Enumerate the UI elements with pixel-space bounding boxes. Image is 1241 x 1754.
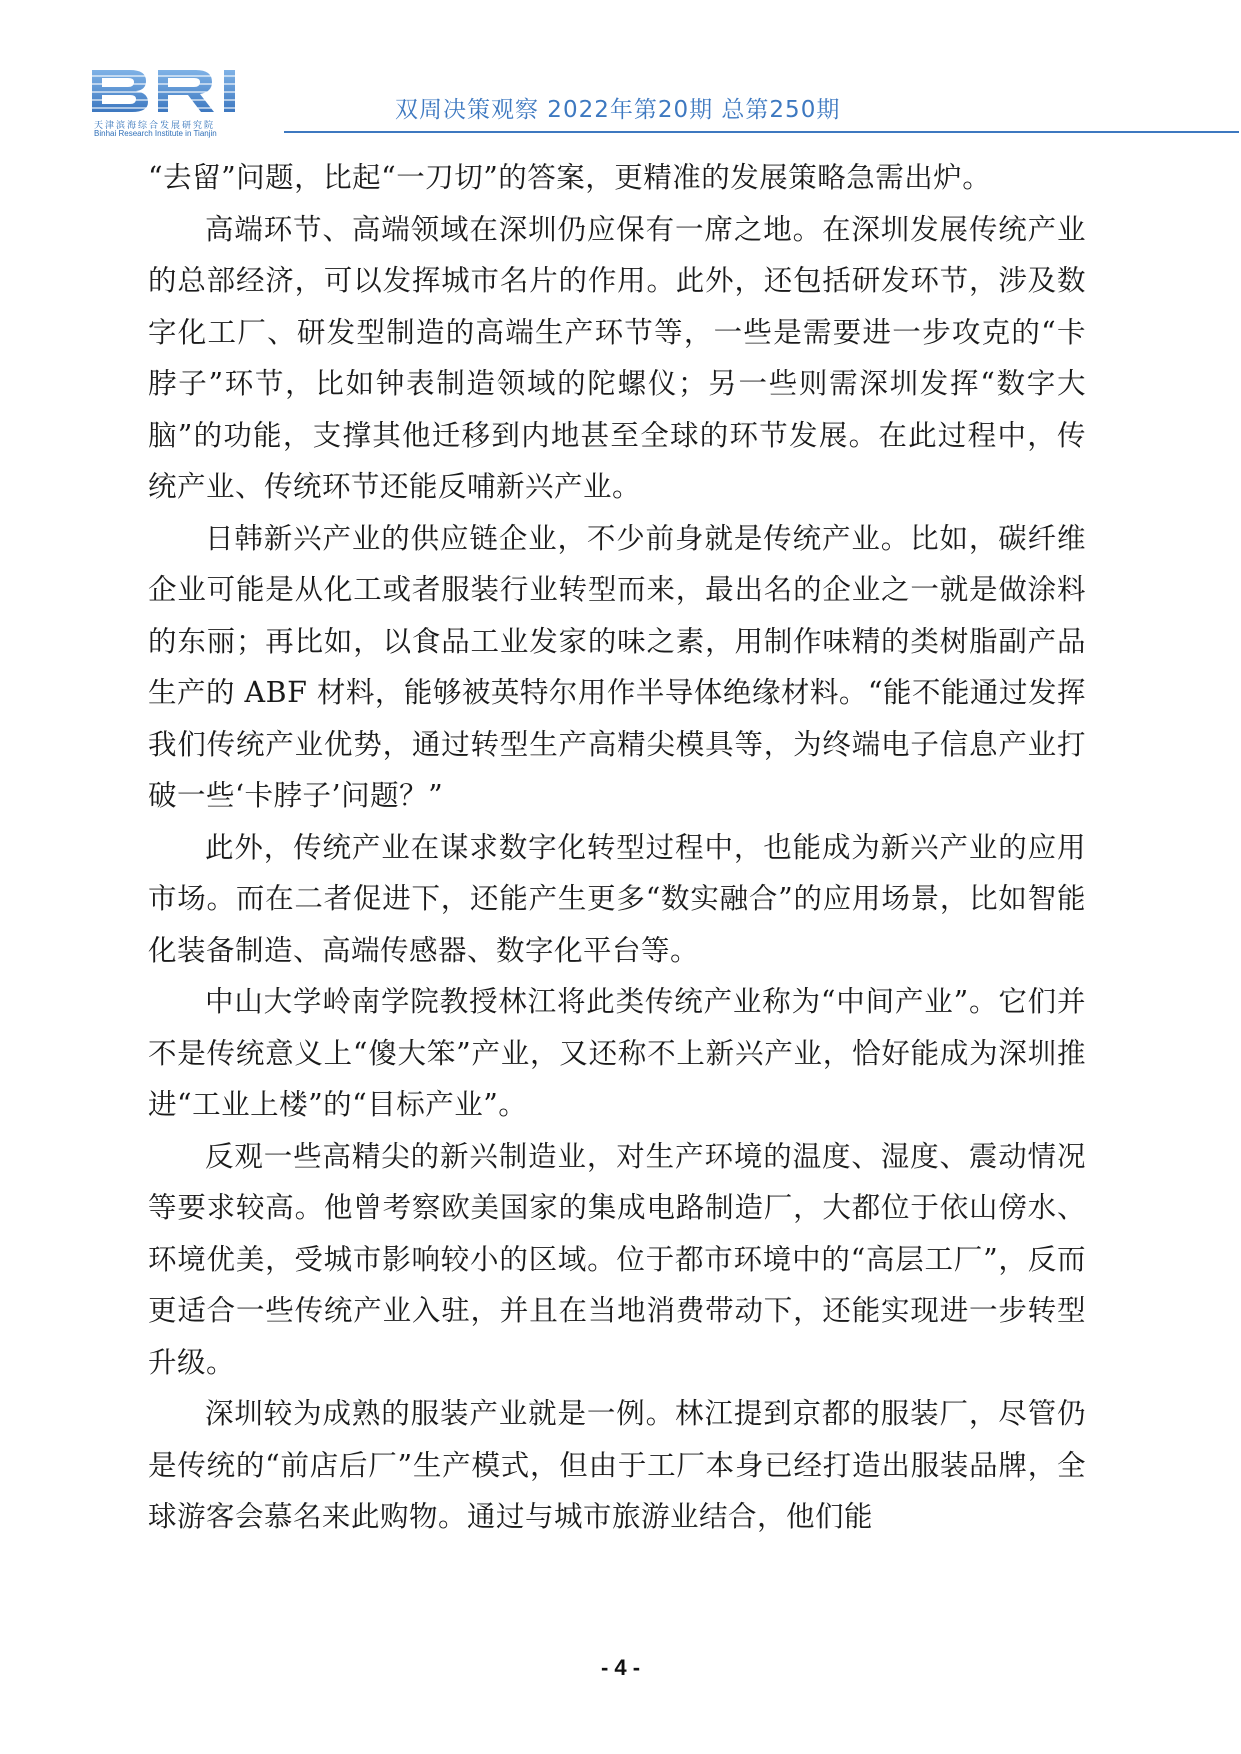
article-body bbox=[148, 152, 1086, 1543]
paragraph: 此外，传统产业在谋求数字化转型过程中，也能成为新兴产业的应用市场。而在二者促进下，还能产生更多“数实融合”的应用场景，比如智能化装备制造、高端传感器、数字化平台等。 bbox=[148, 830, 1086, 967]
paragraph-continuation: “去留”问题，比起“一刀切”的答案，更精准的发展策略急需出炉。 bbox=[148, 161, 992, 194]
paragraph: 高端环节、高端领域在深圳仍应保有一席之地。在深圳发展传统产业的总部经济，可以发挥城市名片的作用。此外，还包括研发环节，涉及数字化工厂、研发型制造的高端生产环节等，一些是需要进一步攻克的“卡脖子”环节，比如钟表制造领域的陀螺仪；另一些则需深圳发挥“数字大脑”的功能，支撑其他迁移到内地甚至全球的环节发展。在此过程中，传统产业、传统环节还能反哺新兴产业。 bbox=[148, 212, 1086, 503]
logo-english-name: Binhai Research Institute in Tianjin bbox=[94, 129, 217, 138]
page-header bbox=[0, 0, 1241, 140]
header-divider bbox=[284, 131, 1239, 133]
paragraph: 反观一些高精尖的新兴制造业，对生产环境的温度、湿度、震动情况等要求较高。他曾考察欧美国家的集成电路制造厂，大都位于依山傍水、环境优美，受城市影响较小的区域。位于都市环境中的“高层工厂”，反而更适合一些传统产业入驻，并且在当地消费带动下，还能实现进一步转型升级。 bbox=[148, 1139, 1086, 1379]
paragraph: 中山大学岭南学院教授林江将此类传统产业称为“中间产业”。它们并不是传统意义上“傻大笨”产业，又还称不上新兴产业，恰好能成为深圳推进“工业上楼”的“目标产业”。 bbox=[148, 985, 1086, 1121]
paragraph: 深圳较为成熟的服装产业就是一例。林江提到京都的服装厂，尽管仍是传统的“前店后厂”生产模式，但由于工厂本身已经打造出服装品牌，全球游客会慕名来此购物。通过与城市旅游业结合，他们能 bbox=[148, 1397, 1086, 1533]
bri-logo bbox=[92, 68, 282, 140]
logo-chinese-name: 天津滨海综合发展研究院 bbox=[94, 121, 216, 131]
paragraph: 日韩新兴产业的供应链企业，不少前身就是传统产业。比如，碳纤维企业可能是从化工或者服装行业转型而来，最出名的企业之一就是做涂料的东丽；再比如，以食品工业发家的味之素，用制作味精的类树脂副产品生产的 ABF 材料，能够被英特尔用作半导体绝缘材料。“能不能通过发挥我们传统产业优势，通过转型生产高精尖模具等，为终端电子信息产业打破一些‘卡脖子’问题？” bbox=[148, 521, 1086, 812]
bri-logo-mark bbox=[92, 68, 262, 116]
page-number: - 4 - bbox=[600, 1655, 641, 1680]
issue-title: 双周决策观察 2022年第20期 总第250期 bbox=[395, 97, 841, 123]
